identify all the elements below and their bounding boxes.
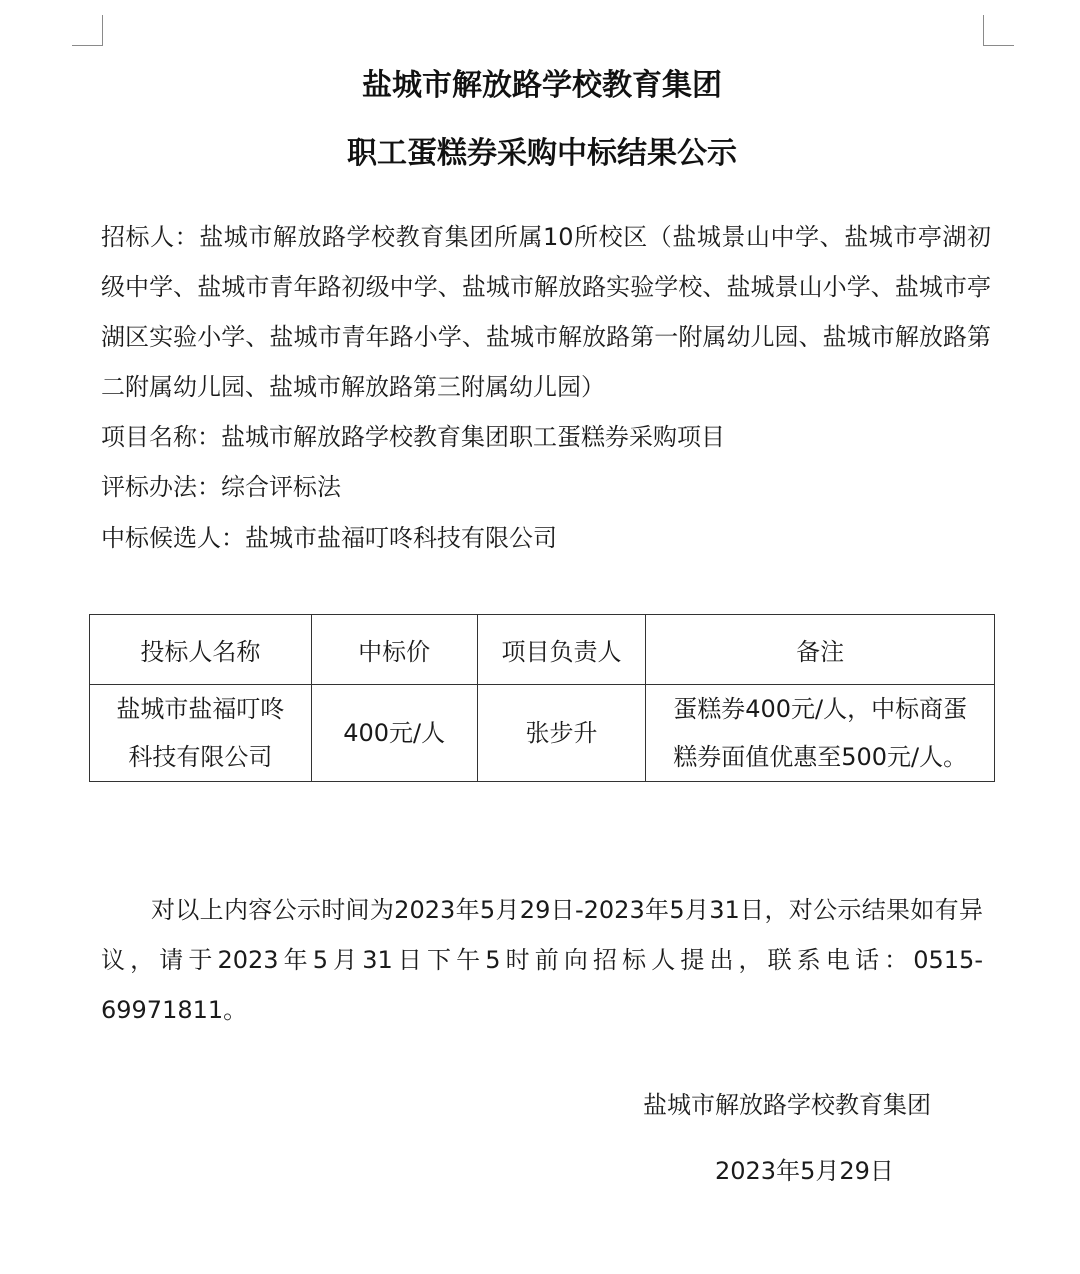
cell-remark (646, 685, 995, 782)
header-project-manager: 项目负责人 (477, 615, 646, 685)
table-row (90, 685, 995, 782)
cell-bidder-name (90, 685, 312, 782)
document-title-line-1: 盐城市解放路学校教育集团 (362, 68, 722, 103)
cell-project-manager: 张步升 (477, 685, 646, 782)
bidder-name-line-1: 盐城市盐福叮咚 (116, 695, 285, 723)
table-header-row (90, 615, 995, 685)
winning-candidate-line: 中标候选人：盐城市盐福叮咚科技有限公司 (101, 524, 557, 552)
header-bidder-name: 投标人名称 (90, 615, 312, 685)
remark-line-1: 蛋糕券400元/人，中标商蛋 (673, 695, 968, 723)
header-remark: 备注 (646, 615, 995, 685)
project-name-line: 项目名称：盐城市解放路学校教育集团职工蛋糕券采购项目 (101, 423, 725, 451)
cell-winning-price: 400元/人 (311, 685, 477, 782)
objection-notice-paragraph: 对以上内容公示时间为2023年5月29日-2023年5月31日，对公示结果如有异议，请于2023年5月31日下午5时前向招标人提出，联系电话：0515-69971811。 (101, 896, 983, 1024)
tenderer-paragraph: 招标人：盐城市解放路学校教育集团所属10所校区（盐城景山中学、盐城市亭湖初级中学、盐城市青年路初级中学、盐城市解放路实验学校、盐城景山小学、盐城市亭湖区实验小学、盐城市青年路小学、盐城市解放路第一附属幼儿园、盐城市解放路第二附属幼儿园、盐城市解放路第三附属幼儿园） (101, 223, 991, 401)
issue-date: 2023年5月29日 (715, 1157, 894, 1185)
bid-result-table (89, 614, 995, 782)
bidder-name-line-2: 科技有限公司 (128, 743, 273, 771)
remark-line-2: 糕券面值优惠至500元/人。 (673, 743, 968, 771)
header-winning-price: 中标价 (311, 615, 477, 685)
issuer-signature: 盐城市解放路学校教育集团 (643, 1091, 931, 1119)
crop-mark-top-right (983, 15, 1014, 46)
evaluation-method-line: 评标办法：综合评标法 (101, 473, 341, 501)
crop-mark-top-left (72, 15, 103, 46)
document-title-line-2: 职工蛋糕券采购中标结果公示 (347, 136, 737, 171)
